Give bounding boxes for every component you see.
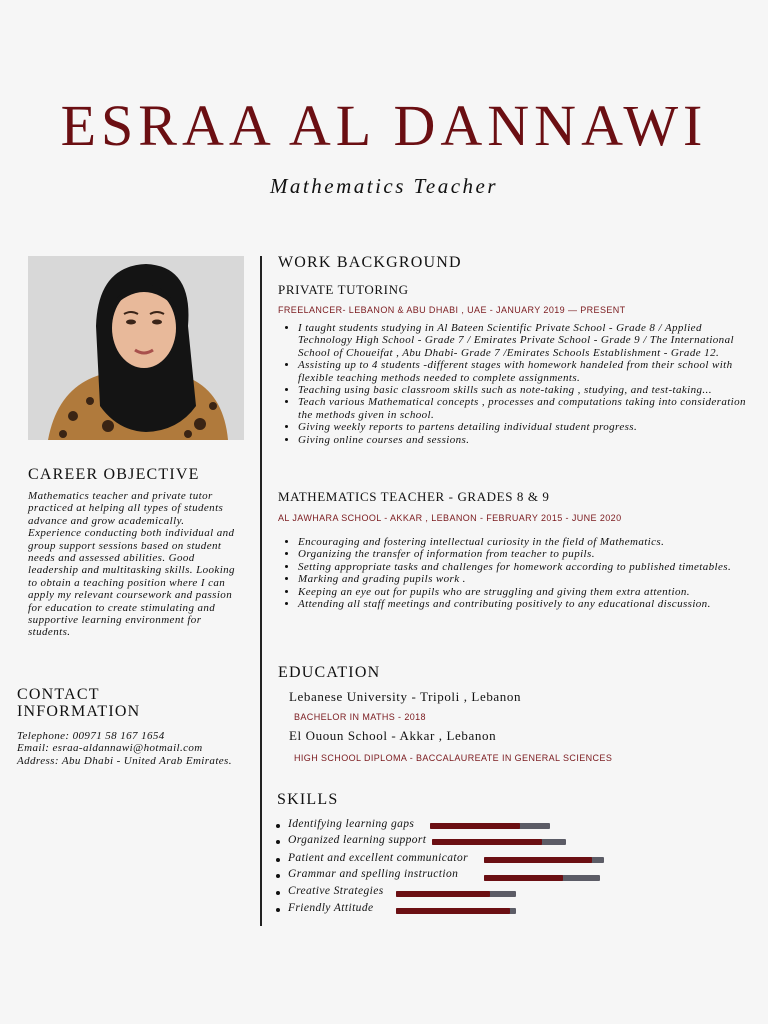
list-item: • Teaching using basic classroom skills such as note-taking , studying, and test-taking...: [298, 384, 756, 396]
skill-label: Friendly Attitude: [288, 902, 374, 914]
skill-bar-fill: [484, 857, 592, 863]
education-school-1: Lebanese University - Tripoli , Lebanon: [289, 689, 522, 704]
job-meta-1: FREELANCER- LEBANON & ABU DHABI , UAE - JANUARY 2019 — PRESENT: [278, 305, 626, 315]
job-title: Mathematics Teacher: [269, 174, 499, 198]
bullet-icon: [276, 840, 280, 844]
skill-label: Patient and excellent communicator: [288, 852, 468, 864]
education-school-2: El Ououn School - Akkar , Lebanon: [289, 728, 497, 743]
skill-bar: [432, 839, 566, 845]
contact-details: [17, 730, 242, 767]
skill-bar-fill: [484, 875, 563, 881]
career-objective-text: Mathematics teacher and private tutor practiced at helping all types of students advance and grow academically. Experience conducting both individual and group support sessions based on student needs and assessed abilities. Good leadership and multitasking skills. Looking to obtain a teaching position where I can apply my relevant coursework and passion for education to create stimulating and supportive learning environment for students.: [28, 490, 235, 639]
contact-heading: CONTACT INFORMATION: [17, 686, 141, 720]
list-item: • Attending all staff meetings and contributing positively to any educational discussion.: [298, 598, 768, 610]
list-item: • Encouraging and fostering intellectual curiosity in the field of Mathematics.: [298, 536, 768, 548]
list-item: • Assisting up to 4 students -different stages with homework handeled from their school with flexible teaching methods needed to complete assignments.: [298, 359, 756, 384]
bullet-icon: [276, 874, 280, 878]
list-item: • Marking and grading pupils work .: [298, 573, 768, 585]
skill-bar-fill: [396, 891, 490, 897]
list-item: • Organizing the transfer of information from teacher to pupils.: [298, 548, 768, 560]
education-degree-2: HIGH SCHOOL DIPLOMA - BACCALAUREATE IN GENERAL SCIENCES: [294, 753, 613, 763]
career-objective-heading: CAREER OBJECTIVE: [28, 466, 200, 483]
skill-bar: [484, 857, 604, 863]
bullet-icon: [276, 824, 280, 828]
job-title-2: MATHEMATICS TEACHER - GRADES 8 & 9: [278, 489, 550, 504]
work-background-heading: WORK BACKGROUND: [278, 254, 462, 271]
skill-label: Identifying learning gaps: [288, 818, 415, 830]
profile-photo-illustration: [28, 256, 244, 440]
skills-heading: SKILLS: [277, 791, 339, 808]
list-item: • Teach various Mathematical concepts , processes and computations taking into consideration the methods given in school.: [298, 396, 756, 421]
skill-label: Grammar and spelling instruction: [288, 868, 459, 880]
skill-label: Organized learning support: [288, 834, 427, 846]
skill-label: Creative Strategies: [288, 885, 384, 897]
column-divider: [260, 256, 262, 926]
contact-telephone: Telephone: 00971 58 167 1654: [17, 730, 165, 742]
skill-bar-fill: [396, 908, 510, 914]
list-item: • Setting appropriate tasks and challenges for homework according to published timetables.: [298, 561, 768, 573]
contact-email[interactable]: Email: esraa-aldannawi@hotmail.com: [17, 742, 203, 755]
list-item: • Giving online courses and sessions.: [298, 434, 756, 446]
education-heading: EDUCATION: [278, 664, 381, 681]
skill-bar-fill: [432, 839, 542, 845]
skill-bar: [430, 823, 550, 829]
job-meta-2: AL JAWHARA SCHOOL - AKKAR , LEBANON - FEBRUARY 2015 - JUNE 2020: [278, 513, 622, 523]
bullet-icon: [276, 858, 280, 862]
list-item: • I taught students studying in Al Bateen Scientific Private School - Grade 8 / Applied Technology High School - Grade 7 / Emirates Private School - Grade 9 / The International School of Choueifat , Abu Dhabi- Grade 7 /Emirates Schools Establishment - Grade 12.: [298, 322, 756, 359]
contact-address: Address: Abu Dhabi - United Arab Emirates.: [17, 754, 232, 767]
job-bullets-2: [280, 536, 768, 610]
education-degree-1: BACHELOR IN MATHS - 2018: [294, 712, 426, 722]
job-bullets-1: [280, 322, 756, 446]
profile-photo: [28, 256, 244, 440]
skill-bar-fill: [430, 823, 520, 829]
skill-bar: [396, 891, 516, 897]
resume-name: ESRAA AL DANNAWI: [60, 93, 708, 158]
bullet-icon: [276, 891, 280, 895]
bullet-icon: [276, 908, 280, 912]
list-item: • Giving weekly reports to partens detailing individual student progress.: [298, 421, 756, 433]
list-item: • Keeping an eye out for pupils who are struggling and giving them extra attention.: [298, 586, 768, 598]
skill-bar: [396, 908, 516, 914]
skill-bar: [484, 875, 600, 881]
job-title-1: PRIVATE TUTORING: [278, 282, 409, 297]
